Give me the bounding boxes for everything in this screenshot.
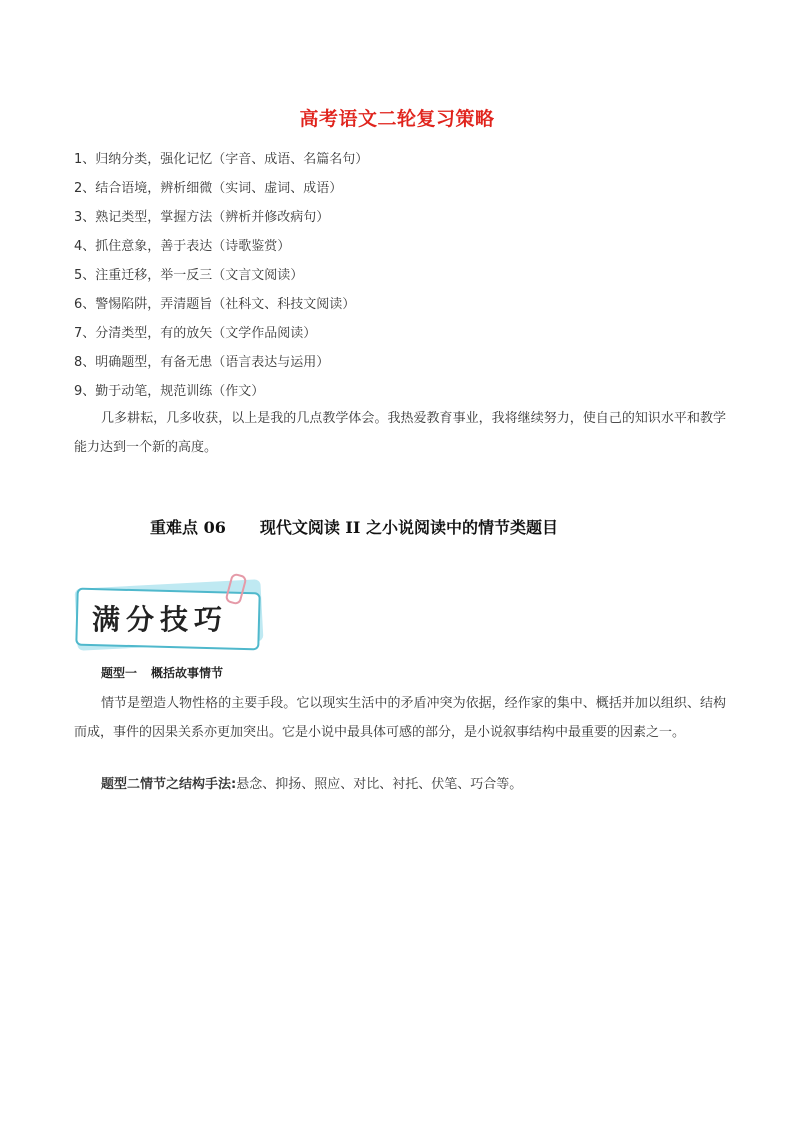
type2-label: 题型二情节之结构手法:: [101, 777, 237, 792]
strategy-item: 5、注重迁移，举一反三（文言文阅读）: [74, 268, 304, 283]
closing-paragraph: 几多耕耘，几多收获，以上是我的几点教学体会。我热爱教育事业，我将继续努力，使自己的知识水平和教学能力达到一个新的高度。: [74, 411, 726, 455]
type1-title: 概括故事情节: [151, 666, 224, 680]
section-number: 重难点 06: [150, 518, 226, 537]
section-heading: [150, 515, 558, 538]
section-title: 现代文阅读 II 之小说阅读中的情节类题目: [259, 518, 558, 537]
strategy-item: 6、警惕陷阱，弄清题旨（社科文、科技文阅读）: [74, 297, 356, 312]
badge-text: 满分技巧: [92, 603, 229, 636]
page-title: 高考语文二轮复习策略: [299, 108, 495, 130]
strategy-item: 9、勤于动笔，规范训练（作文）: [74, 384, 265, 399]
strategy-item: 4、抓住意象，善于表达（诗歌鉴赏）: [74, 239, 291, 254]
type2-line: [101, 773, 522, 792]
strategy-item: 7、分清类型，有的放矢（文学作品阅读）: [74, 326, 317, 341]
skill-badge: [70, 578, 274, 660]
strategy-item: 3、熟记类型，掌握方法（辨析并修改病句）: [74, 210, 330, 225]
strategy-item: 8、明确题型，有备无患（语言表达与运用）: [74, 355, 330, 370]
strategy-list: [74, 150, 734, 411]
strategy-item: 2、结合语境，辨析细微（实词、虚词、成语）: [74, 181, 343, 196]
type1-heading: [101, 664, 223, 681]
type1-paragraph: 情节是塑造人物性格的主要手段。它以现实生活中的矛盾冲突为依据，经作家的集中、概括并加以组织、结构而成，事件的因果关系亦更加突出。它是小说中最具体可感的部分，是小说叙事结构中最重要的因素之一。: [74, 696, 726, 740]
strategy-item: 1、归纳分类，强化记忆（字音、成语、名篇名句）: [74, 152, 369, 167]
type2-content: 悬念、抑扬、照应、对比、衬托、伏笔、巧合等。: [236, 777, 523, 792]
type1-label: 题型一: [101, 666, 138, 680]
